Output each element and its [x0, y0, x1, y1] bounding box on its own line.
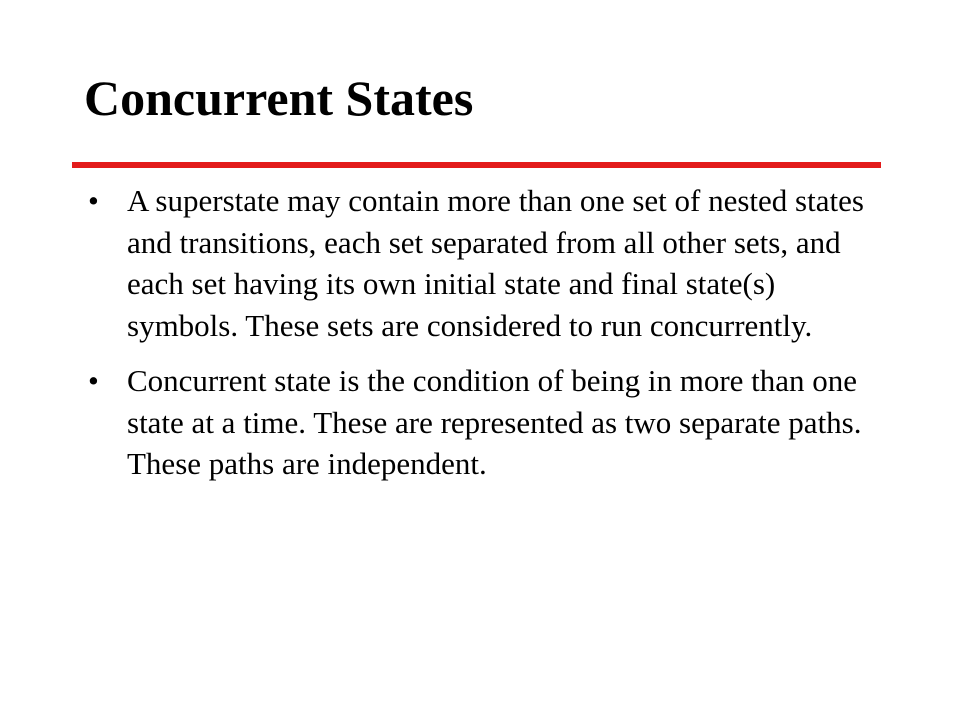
bullet-item-superstate	[84, 180, 884, 346]
bullet-list	[84, 180, 884, 499]
bullet-text: Concurrent state is the condition of being in more than one state at a time. These are represented as two separate paths. These paths are independent.	[127, 363, 862, 481]
bullet-dot-icon: •	[88, 183, 99, 218]
bullet-text: A superstate may contain more than one set of nested states and transitions, each set separated from all other sets, and each set having its own initial state and final state(s) symbols. These sets are considered to run concurrently.	[127, 183, 864, 343]
slide-title: Concurrent States	[84, 70, 474, 126]
bullet-dot-icon: •	[88, 363, 99, 398]
bullet-item-concurrent-state	[84, 360, 884, 485]
title-underline	[72, 162, 881, 168]
